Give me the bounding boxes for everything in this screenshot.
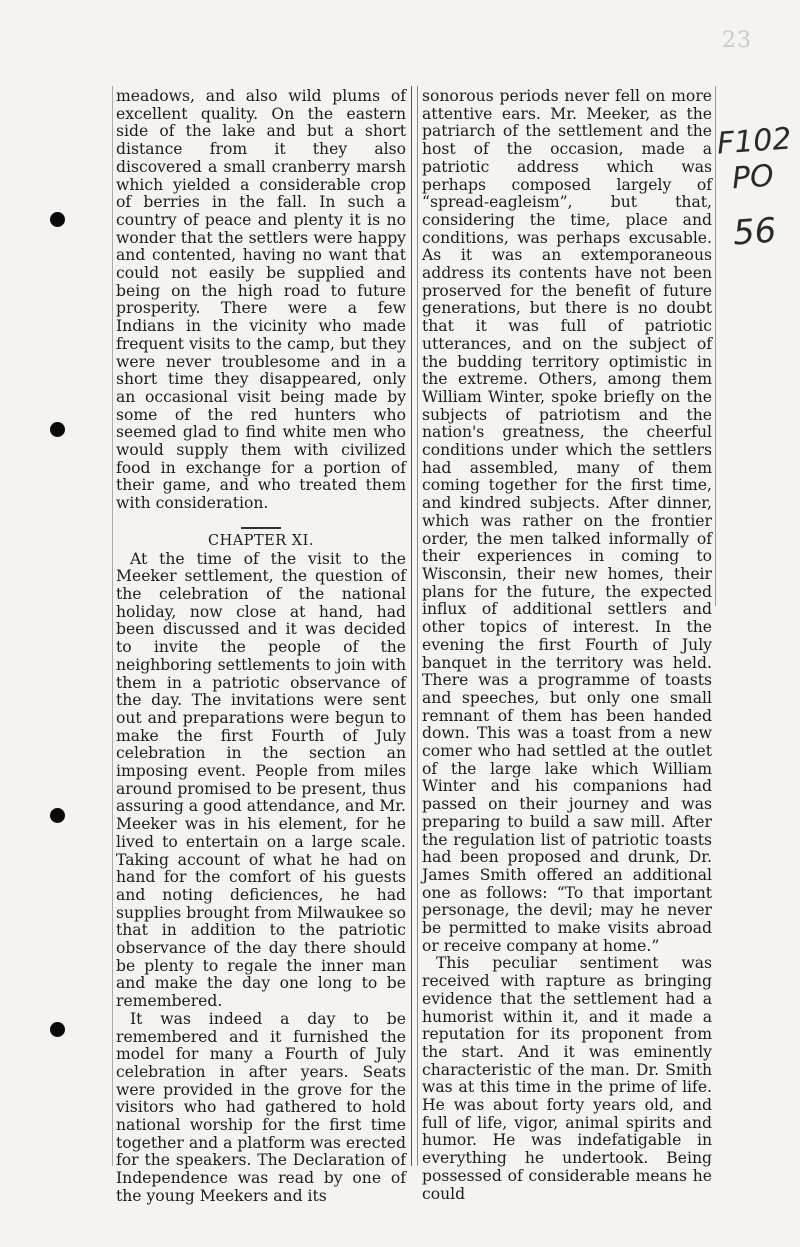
binder-hole-icon (50, 212, 65, 227)
paragraph: It was indeed a day to be remembered and it furnished the model for many a Fourth of July celebration in after years. Seats were provided in the grove for the visitors who had gathered to hold national worship for the first time together and a platform was erected for the speakers. The Declaration of Independence was read by one of the young Meekers and its (116, 1009, 406, 1205)
binder-hole-icon (50, 808, 65, 823)
paragraph: sonorous periods never fell on more attentive ears. Mr. Meeker, as the patriarch of the settlement and the host of the occasion, made a patriotic address which was perhaps composed largely of “spread-eagleism”, but that, considering the time, place and conditions, was perhaps excusable. As it was an extemporaneous address its contents have not been proserved for the benefit of future generations, but there is no doubt that it was full of patriotic utterances, and on the subject of the budding territory optimistic in the extreme. Others, among them William Winter, spoke briefly on the subjects of patriotism and the nation's greatness, the cheerful conditions under which the settlers had assembled, many of them coming together for the first time, and kindred subjects. After dinner, which was rather on the frontier order, the men talked informally of their experiences in coming to Wisconsin, their new homes, their plans for the future, the expected influx of additional settlers and other topics of interest. In the evening the first Fourth of July banquet in the territory was held. There was a programme of toasts and speeches, but only one small remnant of them has been handed down. This was a toast from a new comer who had settled at the outlet of the large lake which William Winter and his companions had passed on their journey and was preparing to build a saw mill. After the regulation list of patriotic toasts had been proposed and drunk, Dr. James Smith offered an additional one as follows: “To that important personage, the devil; may he never be permitted to make visits abroad or receive company at home.” (422, 87, 712, 955)
column-divider (411, 86, 412, 1166)
paragraph: meadows, and also wild plums of excellent quality. On the eastern side of the lake and but a short distance from it they also discovered a small cranberry marsh which yielded a considerable crop of berries in the fall. In such a country of peace and plenty it is no wonder that the settlers were happy and contented, having no want that could not easily be supplied and being on the high road to future prosperity. There were a few Indians in the vicinity who made frequent visits to the camp, but they were never troublesome and in a short time they disappeared, only an occasional visit being made by some of the red hunters who seemed glad to find white men who would supply them with civilized food in exchange for a portion of their game, and who treated them with consideration. (116, 87, 406, 513)
binder-hole-icon (50, 1022, 65, 1037)
paragraph: This peculiar sentiment was received with rapture as bringing evidence that the settlement had a humorist within it, and it made a reputation for its proponent from the start. And it was eminently characteristic of the man. Dr. Smith was at this time in the prime of life. He was about forty years old, and full of life, vigor, animal spirits and humor. He was indefatigable in everything he undertook. Being possessed of considerable means he could (422, 954, 712, 1203)
handwritten-note-3: 56 (731, 210, 778, 254)
left-column (116, 88, 406, 1206)
column-divider-right (715, 86, 716, 606)
handwritten-note-1: F102 (716, 121, 794, 162)
handwritten-note-2: PO (731, 158, 776, 197)
column-divider (417, 86, 418, 1166)
binder-hole-icon (50, 422, 65, 437)
page-number: 23 (722, 28, 752, 53)
right-column (422, 88, 712, 1203)
paragraph: At the time of the visit to the Meeker settlement, the question of the celebration of the national holiday, now close at hand, had been discussed and it was decided to invite the people of the neighboring settlements to join with them in a patriotic observance of the day. The invitations were sent out and preparations were begun to make the first Fourth of July celebration in the section an imposing event. People from miles around promised to be present, thus assuring a good attendance, and Mr. Meeker was in his element, for he lived to entertain on a large scale. Taking account of what he had on hand for the comfort of his guests and noting deficiences, he had supplies brought from Milwaukee so that in addition to the patriotic observance of the day there should be plenty to regale the inner man and make the day one long to be remembered. (116, 549, 406, 1011)
column-divider-left (112, 86, 113, 1166)
chapter-title: CHAPTER XI. (208, 532, 314, 549)
chapter-divider (241, 527, 281, 529)
